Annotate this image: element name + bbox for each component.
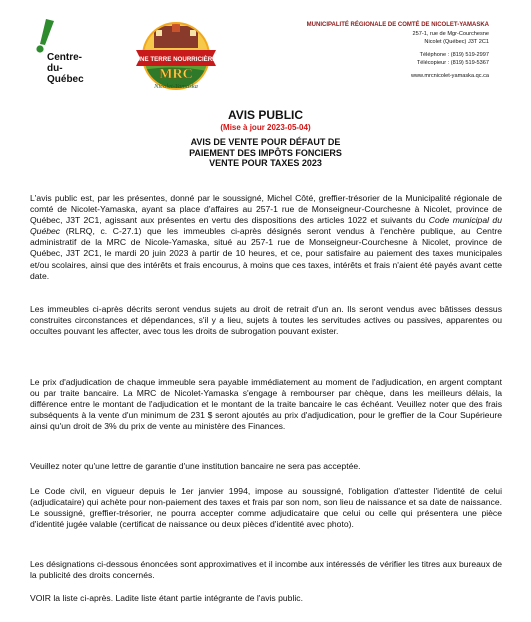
centre-du-quebec-wordmark xyxy=(47,52,84,85)
paragraph-redemption-right: Les immeubles ci-après décrits seront vendus sujets au droit de retrait d'un an. Ils seront vendus avec bâtisses dessus construites circonstances et dépendances, s'il y a lieu, sujets à toutes les servitudes actives ou passives, apparentes ou occultes pouvant les affecter, avec tous les droits de subrogation pouvant exister. xyxy=(30,304,502,337)
logo-line-2: du- xyxy=(47,63,63,74)
fax-number: Télécopieur : (819) 519-5367 xyxy=(416,59,489,66)
address-line-1: 257-1, rue de Mgr-Courchesne xyxy=(412,31,489,38)
subtitle-line-1: AVIS DE VENTE POUR DÉFAUT DE xyxy=(190,137,341,147)
mrc-nicolet-yamaska-logo xyxy=(132,14,220,96)
phone-number: Téléphone : (819) 519-2997 xyxy=(419,52,489,59)
intro-text-b: (RLRQ, c. C-27.1) que les immeubles ci-après désignés seront vendus à l'enchère publique, au Centre administratif de la MRC de Nicole-Yamaska, situé au 257-1 rue de Monseigneur-Courchesne à Nicolet, province de Québec, J3T 2C1, le mardi 20 juin 2023 à partir de 10 heures, et ce, pour satisfaire au paiement des taxes municipales et/ou scolaires, ainsi que des intérêts et frais encourus, à moins que ces taxes, intérêts et frais n'aient été payés avant cette date. xyxy=(30,226,502,281)
subtitle-line-3: VENTE POUR TAXES 2023 xyxy=(209,158,322,168)
update-date: (Mise à jour 2023-05-04) xyxy=(220,123,311,132)
paragraph-notice-intro xyxy=(30,193,502,282)
paragraph-designations: Les désignations ci-dessous énoncées sont approximatives et il incombe aux intéressés de vérifier les titres aux bureaux de la publicité des droits concernés. xyxy=(30,559,502,581)
notice-subtitle xyxy=(0,137,531,169)
logo-line-3: Québec xyxy=(47,74,84,85)
organization-name: MUNICIPALITÉ RÉGIONALE DE COMTÉ DE NICOLET-YAMASKA xyxy=(306,22,489,28)
logo-ribbon-text: UNE TERRE NOURRICIÈRE xyxy=(135,56,217,63)
paragraph-payment-terms: Le prix d'adjudication de chaque immeuble sera payable immédiatement au moment de l'adjudication, en argent comptant ou par traite bancaire. La MRC de Nicolet-Yamaska s'engage à rembourser par chèque, dans les meilleurs délais, la différence entre le montant de l'adjudication et le montant de la traite bancaire le cas échéant. Veuillez noter que des frais subséquents à la vente d'un minimum de 231 $ seront ajoutés au prix d'adjudication, pour le greffier de la Cour Supérieure ainsi qu'un droit de 3% du prix de vente au ministère des Finances. xyxy=(30,377,502,432)
notice-title: AVIS PUBLIC xyxy=(227,108,304,122)
exclamation-mark-icon xyxy=(30,18,60,54)
paragraph-bank-letter: Veuillez noter qu'une lettre de garantie d'une institution bancaire ne sera pas acceptée. xyxy=(30,461,361,471)
subtitle-line-2: PAIEMENT DES IMPÔTS FONCIERS xyxy=(189,147,342,158)
intro-text-a: L'avis public est, par les présentes, donné par le soussigné, Michel Côté, greffier-trésorier de la Municipalité régionale de comté de Nicolet-Yamaska, ayant sa place d'affaires au 257-1 rue de Monseigneur-Courchesne à Nicolet, province de Québec, J3T 2C1, agissant aux présentes en vertu des dispositions des articles 1022 et suivants du xyxy=(30,193,502,226)
website-link[interactable]: www.mrcnicolet-yamaska.qc.ca xyxy=(410,73,489,80)
paragraph-see-list: VOIR la liste ci-après. Ladite liste étant partie intégrante de l'avis public. xyxy=(30,593,303,603)
paragraph-identity: Le Code civil, en vigueur depuis le 1er janvier 1994, impose au soussigné, l'obligation d'attester l'identité de celui (adjudicataire) qui achète pour non-paiement des taxes et frais par son nom, son lieu de naissance et sa date de naissance. Le soussigné, greffier-trésorier, ne pourra accepter comme adjudicataire que celui ou celle qui présentera une pièce d'identité jugée valable (certificat de naissance ou deux pièces d'identité avec photo). xyxy=(30,486,502,530)
logo-line-1: Centre- xyxy=(47,52,83,63)
contact-info xyxy=(307,22,489,80)
municipal-code-title: Code municipal du Québec xyxy=(30,215,502,237)
logo-subname-text: Nicolet-Yamaska xyxy=(154,83,198,90)
centre-du-quebec-logo xyxy=(30,18,100,93)
address-line-2: Nicolet (Québec) J3T 2C1 xyxy=(424,38,489,45)
logo-mrc-text: MRC xyxy=(159,67,193,82)
